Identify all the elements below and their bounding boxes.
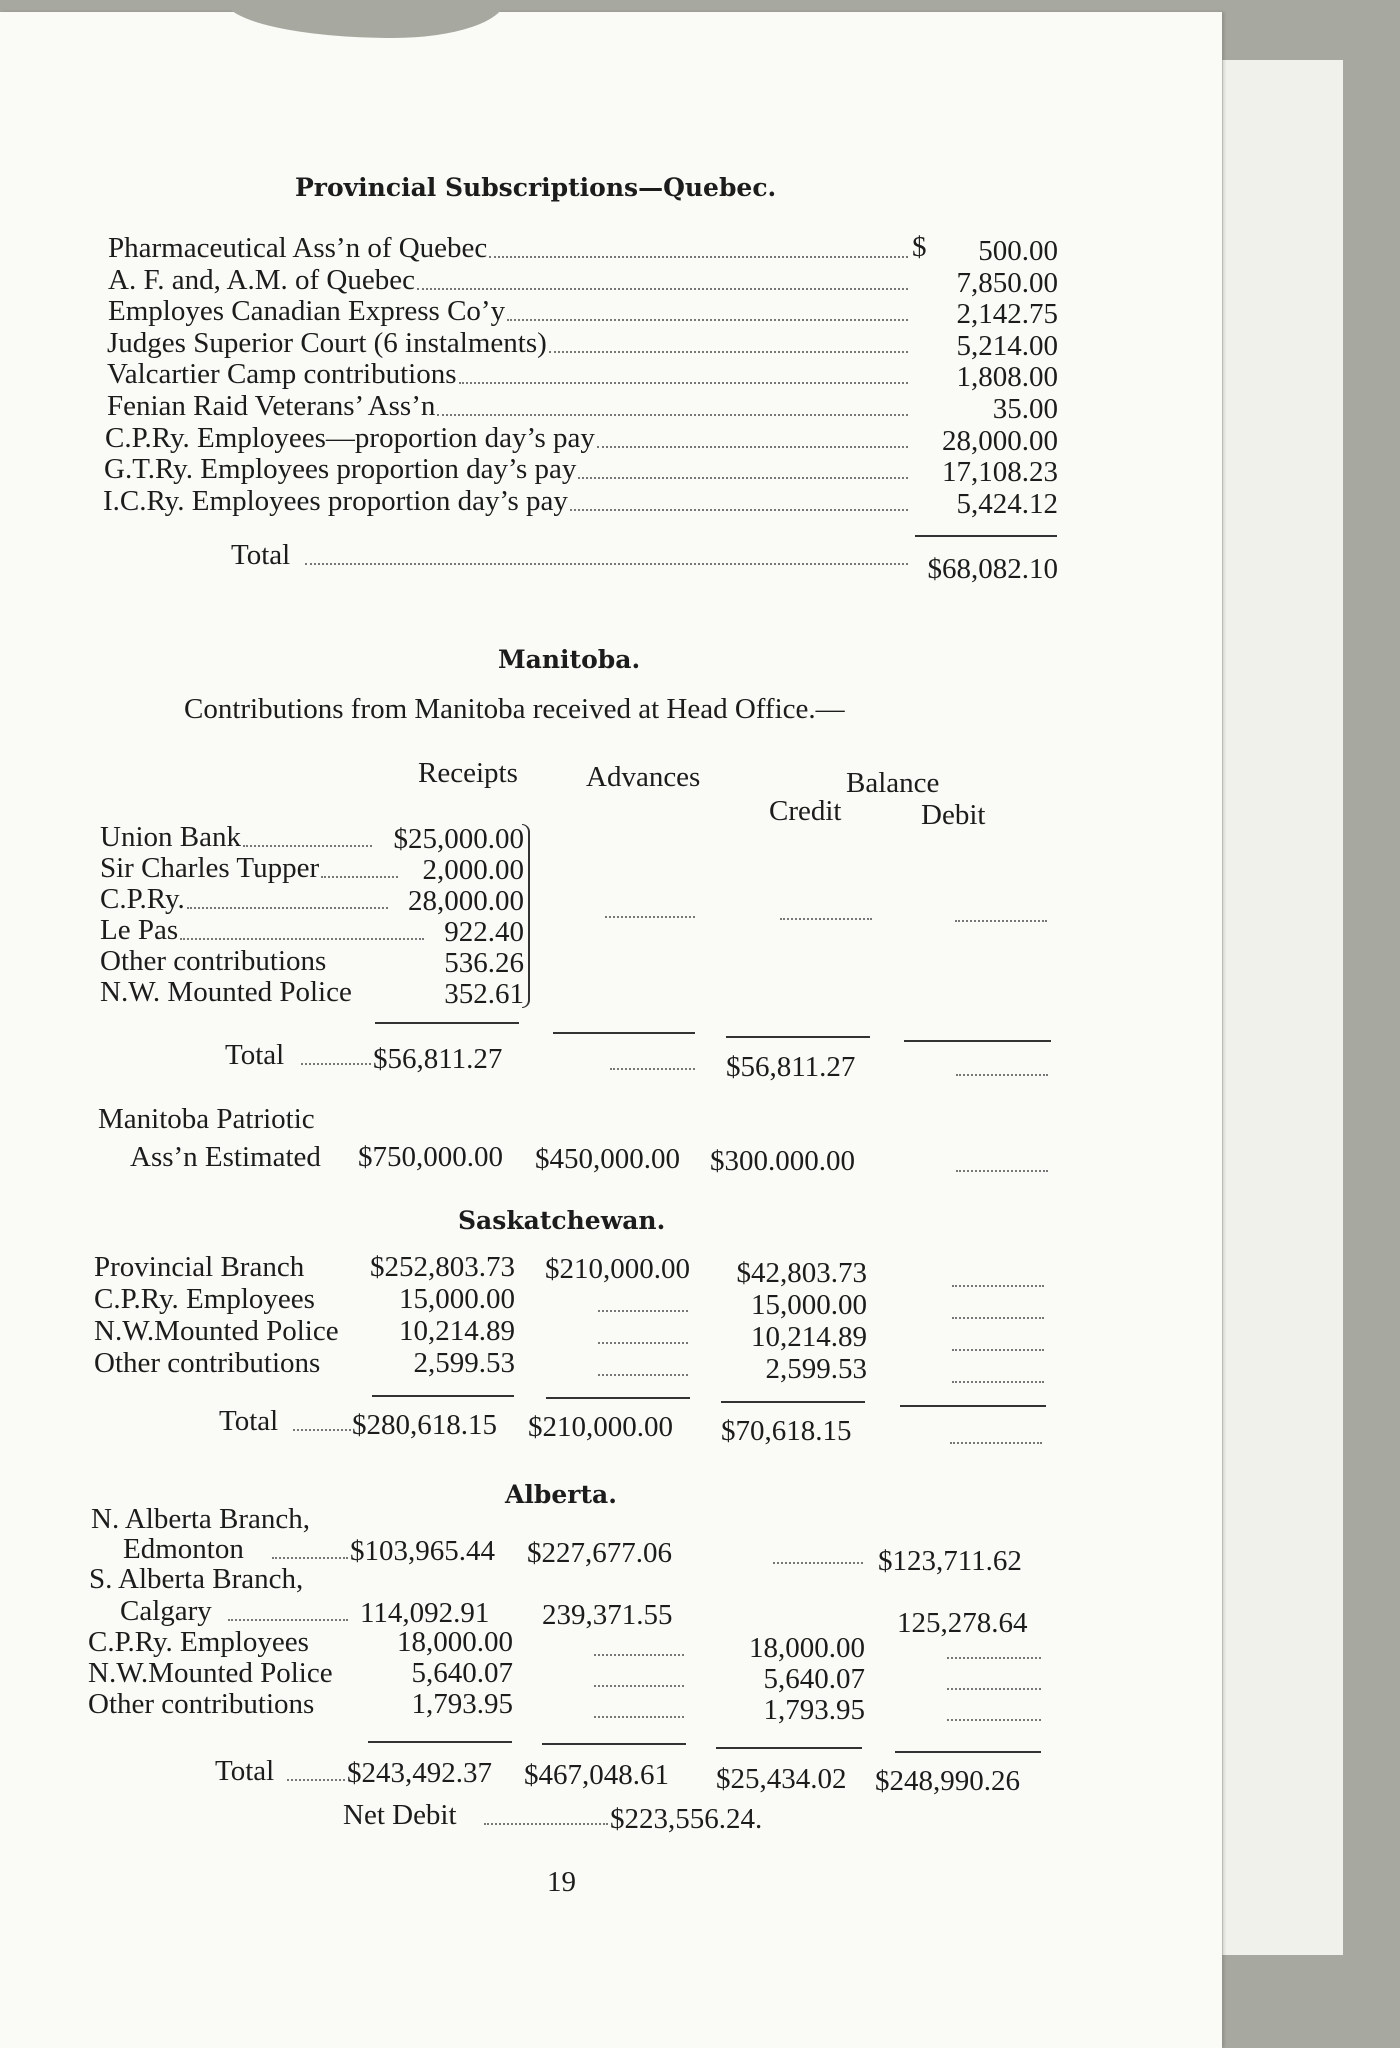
saskatchewan-total-advances: $210,000.00	[528, 1411, 673, 1443]
leader-dots	[305, 559, 908, 565]
column-header-credit: Credit	[769, 795, 842, 827]
table-rule	[726, 1036, 870, 1038]
leader-dots	[956, 1166, 1048, 1172]
saskatchewan-row-receipts: 15,000.00	[399, 1283, 515, 1315]
n-alberta-debit: $123,711.62	[878, 1545, 1022, 1577]
alberta-total-receipts: $243,492.37	[347, 1757, 492, 1789]
manitoba-item-label: Le Pas	[100, 914, 179, 946]
leader-dots	[605, 912, 695, 918]
table-rule	[900, 1405, 1046, 1407]
table-rule	[716, 1747, 862, 1749]
leader-dots	[301, 1059, 371, 1065]
column-header-receipts: Receipts	[418, 757, 518, 789]
quebec-item-amount: 28,000.00	[942, 424, 1058, 457]
saskatchewan-row-label: N.W.Mounted Police	[94, 1315, 339, 1347]
background-corner	[1222, 1955, 1400, 2048]
quebec-item-amount: 35.00	[992, 393, 1058, 425]
leader-dots	[484, 1819, 608, 1825]
bracket	[522, 824, 530, 1008]
quebec-item-label: I.C.Ry. Employees proportion day’s pay	[103, 484, 568, 517]
manitoba-item-amount: 536.26	[444, 947, 524, 979]
leader-dots	[952, 1345, 1044, 1351]
saskatchewan-row-label: Provincial Branch	[94, 1251, 305, 1283]
alberta-row-receipts: 18,000.00	[397, 1626, 513, 1658]
table-rule	[553, 1032, 695, 1034]
page-number: 19	[547, 1866, 576, 1898]
alberta-row-receipts: 1,793.95	[411, 1688, 513, 1720]
n-alberta-branch-line-1: N. Alberta Branch,	[91, 1503, 311, 1535]
quebec-item-amount: 17,108.23	[942, 456, 1058, 489]
saskatchewan-row-credit: 2,599.53	[765, 1353, 867, 1385]
quebec-total-amount: $68,082.10	[927, 553, 1058, 585]
manitoba-subtitle: Contributions from Manitoba received at Head Office.—	[184, 693, 845, 725]
s-alberta-receipts: 114,092.91	[360, 1597, 490, 1629]
leader-dots	[417, 284, 908, 290]
leader-dots	[598, 1370, 688, 1376]
manitoba-title: Manitoba.	[498, 645, 641, 674]
saskatchewan-row-credit: 10,214.89	[751, 1321, 867, 1353]
s-alberta-branch-line-1: S. Alberta Branch,	[89, 1563, 304, 1595]
leader-dots	[459, 378, 908, 384]
quebec-item-amount: 2,142.75	[956, 298, 1058, 331]
quebec-item-label: C.P.Ry. Employees—proportion day’s pay	[105, 421, 595, 454]
patriotic-line-2: Ass’n Estimated	[130, 1141, 321, 1173]
quebec-item-label: Pharmaceutical Ass’n of Quebec	[108, 232, 488, 264]
alberta-total-debit: $248,990.26	[875, 1765, 1020, 1797]
table-rule	[375, 1022, 519, 1024]
n-alberta-branch-line-2: Edmonton	[123, 1533, 244, 1565]
saskatchewan-row-label: Other contributions	[94, 1347, 321, 1379]
leader-dots	[947, 1653, 1041, 1659]
leader-dots	[956, 1070, 1048, 1076]
table-rule	[904, 1040, 1051, 1042]
leader-dots	[597, 442, 908, 448]
s-alberta-debit: 125,278.64	[897, 1607, 1028, 1639]
leader-dots	[952, 1281, 1044, 1287]
table-rule	[372, 1395, 514, 1397]
patriotic-receipts: $750,000.00	[358, 1141, 503, 1173]
quebec-total-label: Total	[231, 539, 291, 571]
leader-dots	[437, 410, 908, 416]
table-rule	[546, 1397, 690, 1399]
quebec-item-label: Employes Canadian Express Co’y	[108, 295, 506, 328]
leader-dots	[947, 1715, 1041, 1721]
alberta-row-credit: 1,793.95	[763, 1694, 865, 1726]
leader-dots	[594, 1650, 684, 1656]
alberta-total-credit: $25,434.02	[716, 1763, 847, 1795]
saskatchewan-row-receipts: $252,803.73	[370, 1251, 515, 1283]
patriotic-advances: $450,000.00	[535, 1143, 680, 1175]
leader-dots	[228, 1615, 348, 1621]
s-alberta-advances: 239,371.55	[542, 1599, 673, 1631]
leader-dots	[947, 1684, 1041, 1690]
saskatchewan-row-advances: $210,000.00	[545, 1253, 690, 1285]
leader-dots	[489, 252, 908, 258]
manitoba-item-label: Sir Charles Tupper	[100, 852, 320, 884]
n-alberta-receipts: $103,965.44	[350, 1535, 495, 1567]
s-alberta-branch-line-2: Calgary	[120, 1595, 212, 1627]
alberta-row-label: C.P.Ry. Employees	[88, 1626, 309, 1658]
manitoba-total-receipts: $56,811.27	[373, 1043, 503, 1075]
quebec-dollar-sign: $	[912, 231, 927, 263]
table-rule	[542, 1743, 686, 1745]
saskatchewan-total-label: Total	[219, 1405, 279, 1437]
leader-dots	[321, 872, 398, 878]
manitoba-item-label: Other contributions	[100, 945, 327, 977]
saskatchewan-row-receipts: 2,599.53	[413, 1347, 515, 1379]
manitoba-total-credit: $56,811.27	[726, 1051, 856, 1083]
leader-dots	[578, 473, 908, 479]
manitoba-item-amount: 352.61	[444, 978, 524, 1010]
quebec-item-amount: 1,808.00	[956, 361, 1058, 394]
column-header-balance: Balance	[846, 767, 940, 799]
leader-dots	[955, 916, 1047, 922]
net-debit-label: Net Debit	[343, 1799, 457, 1831]
saskatchewan-row-receipts: 10,214.89	[399, 1315, 515, 1347]
leader-dots	[952, 1377, 1044, 1383]
quebec-item-label: Valcartier Camp contributions	[107, 358, 457, 391]
table-rule	[721, 1401, 865, 1403]
leader-dots	[272, 1553, 348, 1559]
leader-dots	[243, 841, 372, 847]
n-alberta-advances: $227,677.06	[527, 1537, 672, 1569]
saskatchewan-row-label: C.P.Ry. Employees	[94, 1283, 315, 1315]
patriotic-credit: $300.000.00	[710, 1145, 855, 1177]
leader-dots	[187, 903, 388, 909]
saskatchewan-total-receipts: $280,618.15	[352, 1409, 497, 1441]
leader-dots	[594, 1712, 684, 1718]
alberta-total-label: Total	[215, 1755, 275, 1787]
saskatchewan-title: Saskatchewan.	[458, 1206, 666, 1235]
alberta-row-credit: 5,640.07	[763, 1663, 865, 1695]
table-rule	[368, 1741, 512, 1743]
quebec-item-amount: 500.00	[978, 235, 1058, 267]
leader-dots	[952, 1313, 1044, 1319]
saskatchewan-row-credit: $42,803.73	[736, 1257, 867, 1289]
quebec-item-label: Judges Superior Court (6 instalments)	[107, 326, 547, 359]
alberta-row-credit: 18,000.00	[749, 1632, 865, 1664]
quebec-item-label: Fenian Raid Veterans’ Ass’n	[107, 390, 436, 422]
document-page	[0, 12, 1222, 2048]
alberta-row-label: N.W.Mounted Police	[88, 1657, 333, 1689]
alberta-row-label: Other contributions	[88, 1688, 315, 1720]
leader-dots	[773, 1558, 863, 1564]
manitoba-item-label: C.P.Ry.	[100, 883, 185, 915]
saskatchewan-row-credit: 15,000.00	[751, 1289, 867, 1321]
quebec-item-amount: 7,850.00	[956, 266, 1058, 299]
manitoba-total-label: Total	[225, 1039, 285, 1071]
net-debit-amount: $223,556.24.	[610, 1803, 763, 1835]
quebec-item-label: A. F. and, A.M. of Quebec	[108, 263, 415, 296]
underlying-page	[1222, 60, 1343, 2040]
leader-dots	[594, 1681, 684, 1687]
patriotic-line-1: Manitoba Patriotic	[98, 1103, 315, 1135]
manitoba-item-amount: $25,000.00	[393, 823, 524, 855]
manitoba-item-amount: 922.40	[444, 916, 524, 948]
leader-dots	[780, 914, 872, 920]
manitoba-item-label: N.W. Mounted Police	[100, 976, 352, 1008]
alberta-title: Alberta.	[505, 1480, 617, 1509]
leader-dots	[549, 347, 908, 353]
manitoba-item-amount: 28,000.00	[408, 885, 524, 917]
leader-dots	[598, 1306, 688, 1312]
torn-edge	[225, 0, 505, 38]
leader-dots	[610, 1064, 695, 1070]
leader-dots	[287, 1775, 345, 1781]
leader-dots	[598, 1338, 688, 1344]
alberta-row-receipts: 5,640.07	[411, 1657, 513, 1689]
leader-dots	[507, 315, 908, 321]
quebec-item-amount: 5,214.00	[956, 329, 1058, 362]
quebec-item-label: G.T.Ry. Employees proportion day’s pay	[104, 453, 577, 486]
leader-dots	[180, 934, 424, 940]
manitoba-item-label: Union Bank	[100, 821, 241, 853]
leader-dots	[293, 1425, 351, 1431]
leader-dots	[570, 505, 908, 511]
quebec-title: Provincial Subscriptions—Quebec.	[295, 173, 777, 202]
manitoba-item-amount: 2,000.00	[422, 854, 524, 886]
saskatchewan-total-credit: $70,618.15	[721, 1415, 852, 1447]
quebec-item-amount: 5,424.12	[956, 487, 1058, 520]
leader-dots	[950, 1438, 1042, 1444]
column-header-debit: Debit	[921, 799, 986, 831]
column-header-advances: Advances	[586, 761, 701, 793]
alberta-total-advances: $467,048.61	[524, 1759, 669, 1791]
quebec-total-rule	[915, 535, 1057, 537]
table-rule	[895, 1751, 1041, 1753]
